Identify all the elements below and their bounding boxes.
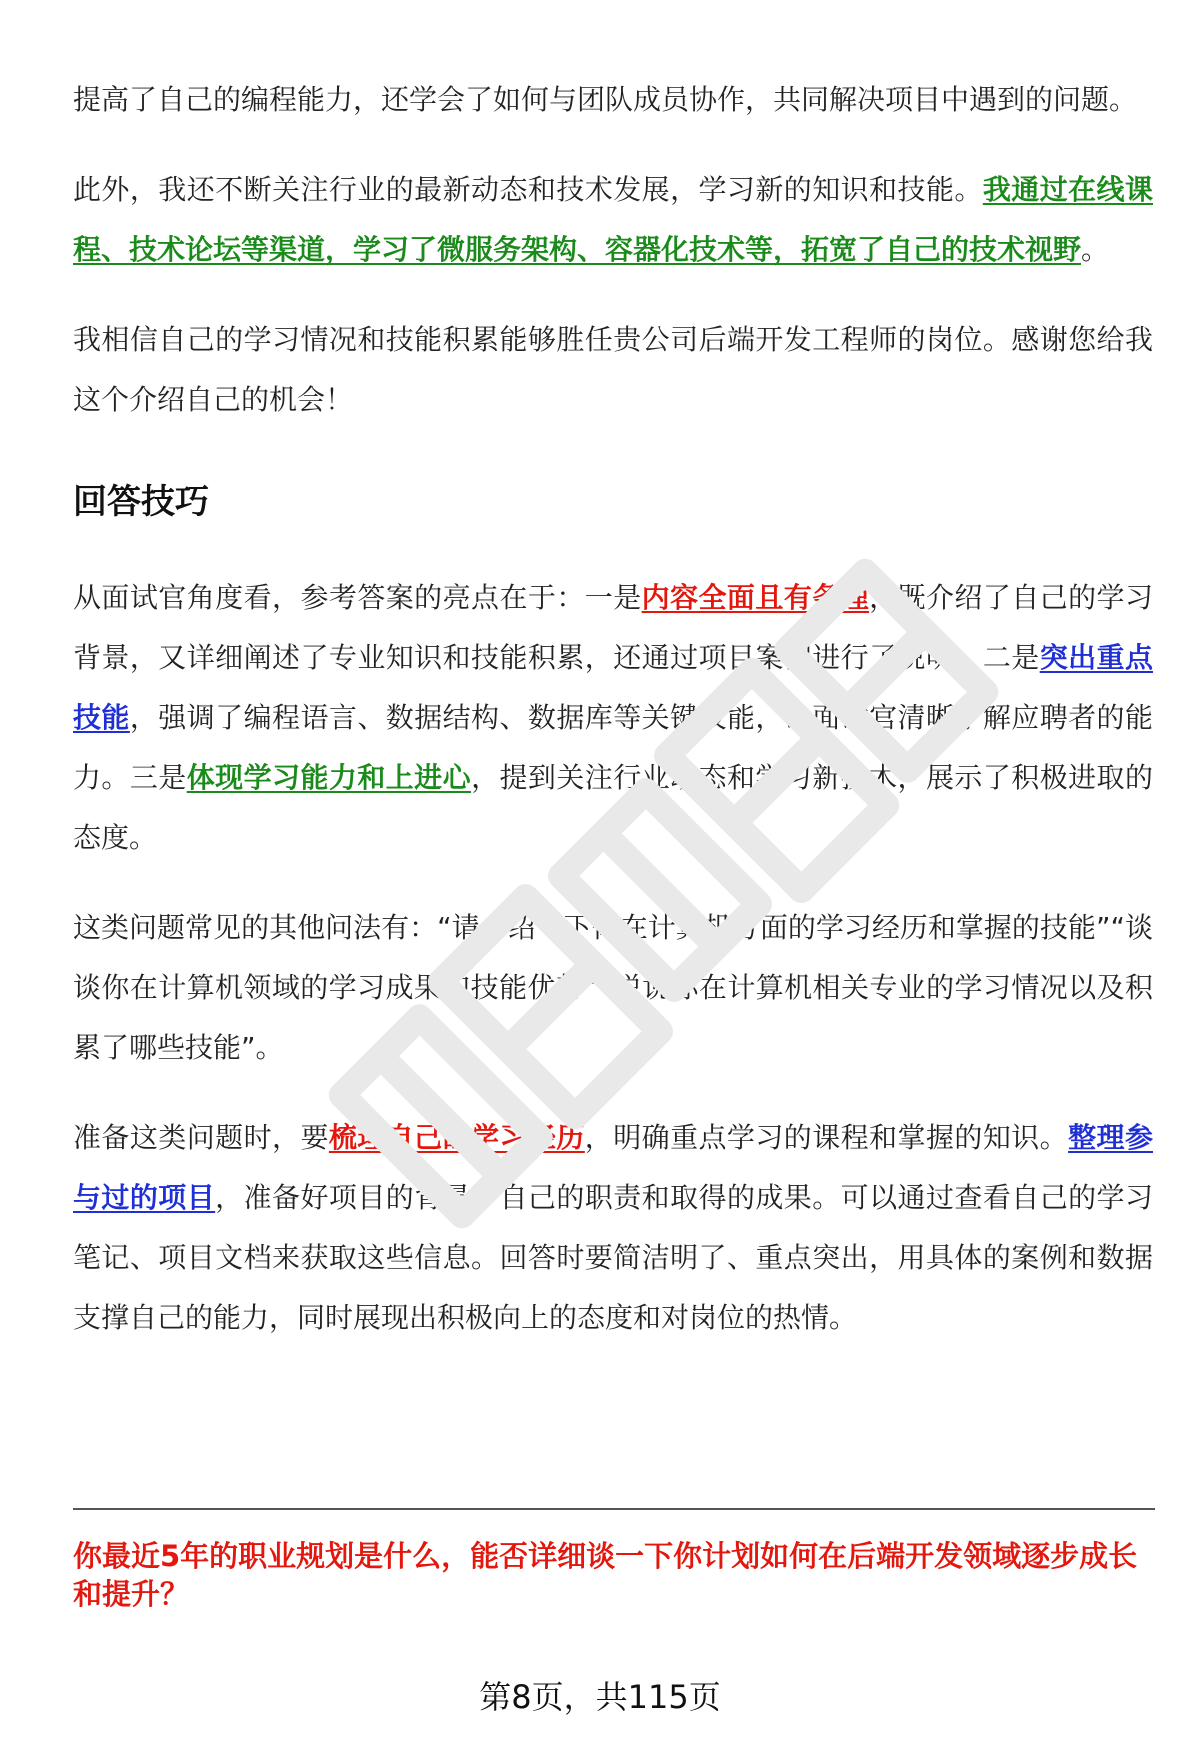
paragraph-text: ，强调了编程语言、数据结构、数据库等关键技能，让面试官清晰了解应聘者的能力。三是 <box>73 701 1153 794</box>
paragraph-text: 。 <box>1081 233 1110 266</box>
paragraph-text: 从面试官角度看，参考答案的亮点在于：一是 <box>73 581 642 614</box>
section-divider <box>73 1508 1155 1510</box>
paragraph-text: 提高了自己的编程能力，还学会了如何与团队成员协作，共同解决项目中遇到的问题。 <box>73 83 1138 116</box>
paragraph-text: 这类问题常见的其他问法有：“请介绍一下你在计算机方面的学习经历和掌握的技能”“谈谈你在计算机领域的学习成果和技能优势”“说说你在计算机相关专业的学习情况以及积累了哪些技能”。 <box>73 911 1153 1064</box>
paragraph-text: 我相信自己的学习情况和技能积累能够胜任贵公司后端开发工程师的岗位。感谢您给我这个介绍自己的机会！ <box>73 323 1153 416</box>
highlight-blue: 整理参与过的项目 <box>73 1121 1153 1214</box>
highlight-red: 内容全面且有条理 <box>641 581 870 614</box>
highlight-blue: 突出重点技能 <box>73 641 1153 734</box>
paragraph-text: 此外，我还不断关注行业的最新动态和技术发展，学习新的知识和技能。 <box>73 173 983 206</box>
paragraph-industry-learning <box>73 160 1153 280</box>
highlight-green: 我通过在线课程、技术论坛等渠道，学习了微服务架构、容器化技术等，拓宽了自己的技术视野 <box>73 173 1153 266</box>
paragraph-closing <box>73 310 1153 430</box>
section-title-answer-tips: 回答技巧 <box>73 482 209 522</box>
document-body <box>73 70 1153 1378</box>
paragraph-preparation <box>73 1108 1153 1348</box>
highlight-red: 梳理自己的学习经历 <box>328 1121 585 1154</box>
paragraph-learning-summary <box>73 70 1153 130</box>
paragraph-text: ，明确重点学习的课程和掌握的知识。 <box>584 1121 1069 1154</box>
paragraph-text: ，既介绍了自己的学习背景，又详细阐述了专业知识和技能积累，还通过项目案例进行了说明。二是 <box>73 581 1153 674</box>
paragraph-text: ，准备好项目的背景、自己的职责和取得的成果。可以通过查看自己的学习笔记、项目文档来获取这些信息。回答时要简洁明了、重点突出，用具体的案例和数据支撑自己的能力，同时展现出积极向上的态度和对岗位的热情。 <box>73 1181 1153 1334</box>
paragraph-alternative-questions <box>73 898 1153 1078</box>
paragraph-interviewer-view <box>73 568 1153 868</box>
next-question: 你最近5年的职业规划是什么，能否详细谈一下你计划如何在后端开发领域逐步成长和提升？ <box>73 1539 1138 1611</box>
paragraph-text: ，提到关注行业动态和学习新技术，展示了积极进取的态度。 <box>73 761 1153 854</box>
paragraph-text: 准备这类问题时，要 <box>73 1121 329 1154</box>
page-number: 第8页，共115页 <box>479 1678 721 1716</box>
highlight-green: 体现学习能力和上进心 <box>186 761 472 794</box>
